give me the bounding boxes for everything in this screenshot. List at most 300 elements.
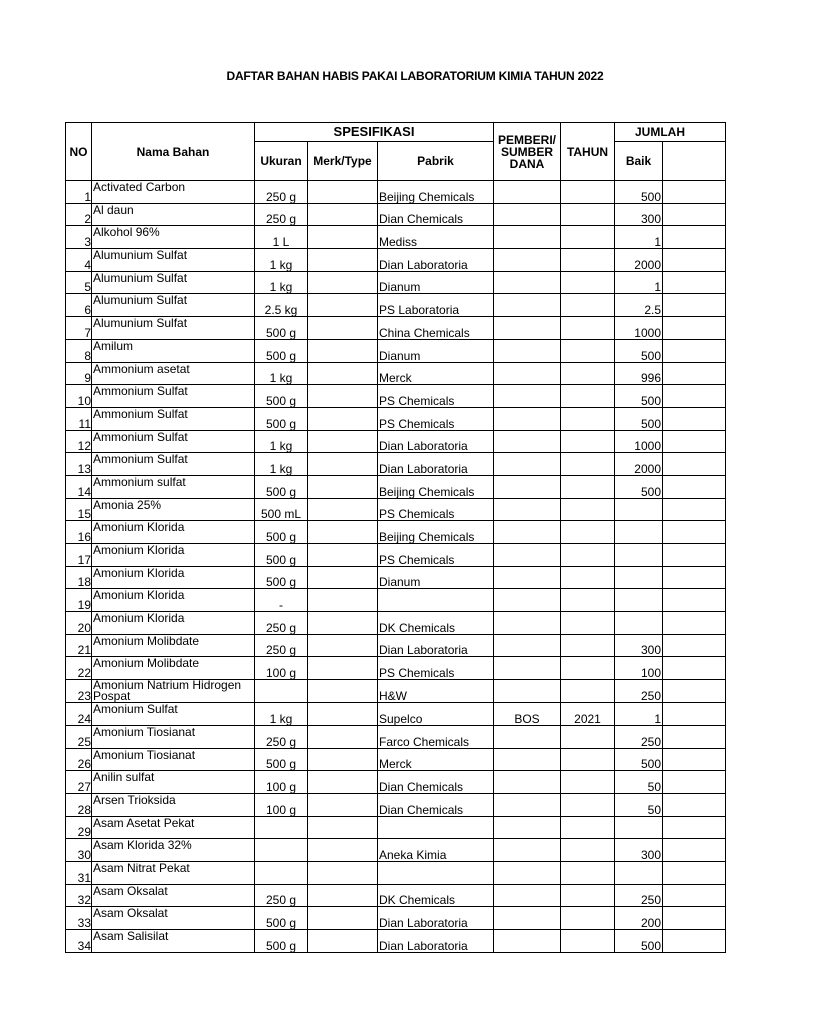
cell-pabrik: Mediss	[378, 226, 494, 249]
cell-nama-bahan: Asam Oksalat	[92, 884, 255, 907]
table-row	[66, 612, 726, 635]
cell-rusak	[663, 385, 726, 408]
cell-no: 22	[66, 657, 92, 680]
cell-baik: 500	[615, 385, 663, 408]
table-row	[66, 453, 726, 476]
cell-tahun	[561, 907, 615, 930]
cell-merk-type	[308, 703, 378, 726]
cell-merk-type	[308, 657, 378, 680]
cell-baik: 2000	[615, 453, 663, 476]
cell-merk-type	[308, 453, 378, 476]
cell-no: 1	[66, 181, 92, 204]
cell-baik: 1000	[615, 430, 663, 453]
cell-ukuran: 1 kg	[255, 271, 308, 294]
cell-baik: 1	[615, 226, 663, 249]
cell-merk-type	[308, 884, 378, 907]
cell-tahun	[561, 362, 615, 385]
cell-rusak	[663, 544, 726, 567]
cell-tahun	[561, 339, 615, 362]
cell-baik: 1	[615, 703, 663, 726]
cell-rusak	[663, 294, 726, 317]
cell-merk-type	[308, 362, 378, 385]
cell-pemberi	[494, 816, 561, 839]
table-body	[66, 181, 726, 953]
cell-merk-type	[308, 317, 378, 340]
cell-pemberi: BOS	[494, 703, 561, 726]
cell-merk-type	[308, 181, 378, 204]
cell-nama-bahan: Ammonium Sulfat	[92, 385, 255, 408]
cell-pemberi	[494, 907, 561, 930]
cell-pemberi	[494, 544, 561, 567]
cell-rusak	[663, 634, 726, 657]
cell-nama-bahan: Asam Nitrat Pekat	[92, 861, 255, 884]
cell-merk-type	[308, 294, 378, 317]
cell-no: 17	[66, 544, 92, 567]
table-header	[66, 123, 726, 181]
cell-pabrik: PS Chemicals	[378, 657, 494, 680]
cell-baik	[615, 816, 663, 839]
cell-pabrik: Dian Laboratoria	[378, 249, 494, 272]
cell-merk-type	[308, 226, 378, 249]
cell-rusak	[663, 226, 726, 249]
cell-pabrik: PS Chemicals	[378, 385, 494, 408]
cell-pemberi	[494, 861, 561, 884]
cell-ukuran: 500 g	[255, 544, 308, 567]
cell-tahun	[561, 816, 615, 839]
table-row	[66, 680, 726, 703]
cell-no: 20	[66, 612, 92, 635]
cell-pabrik: Supelco	[378, 703, 494, 726]
cell-baik: 250	[615, 725, 663, 748]
cell-baik: 250	[615, 884, 663, 907]
cell-no: 25	[66, 725, 92, 748]
cell-rusak	[663, 725, 726, 748]
cell-baik	[615, 589, 663, 612]
cell-tahun	[561, 385, 615, 408]
table-row	[66, 249, 726, 272]
cell-pabrik: Merck	[378, 748, 494, 771]
cell-ukuran: 500 g	[255, 566, 308, 589]
cell-pemberi	[494, 930, 561, 953]
cell-baik: 2000	[615, 249, 663, 272]
cell-pabrik: DK Chemicals	[378, 612, 494, 635]
cell-no: 19	[66, 589, 92, 612]
cell-pabrik: Beijing Chemicals	[378, 181, 494, 204]
cell-no: 23	[66, 680, 92, 703]
cell-baik: 200	[615, 907, 663, 930]
cell-pabrik: Dian Chemicals	[378, 793, 494, 816]
cell-rusak	[663, 816, 726, 839]
cell-pabrik: Farco Chemicals	[378, 725, 494, 748]
cell-nama-bahan: Amonium Molibdate	[92, 657, 255, 680]
cell-tahun	[561, 453, 615, 476]
cell-baik: 50	[615, 793, 663, 816]
cell-pabrik: Dianum	[378, 271, 494, 294]
table-row	[66, 634, 726, 657]
header-merk-type: Merk/Type	[308, 142, 378, 181]
cell-tahun	[561, 203, 615, 226]
cell-tahun	[561, 475, 615, 498]
table-row	[66, 271, 726, 294]
table-row	[66, 930, 726, 953]
cell-baik: 1000	[615, 317, 663, 340]
cell-ukuran: 500 g	[255, 521, 308, 544]
table-row	[66, 430, 726, 453]
cell-rusak	[663, 249, 726, 272]
cell-ukuran: 100 g	[255, 771, 308, 794]
cell-pemberi	[494, 793, 561, 816]
cell-no: 2	[66, 203, 92, 226]
cell-merk-type	[308, 771, 378, 794]
header-nama-bahan: Nama Bahan	[92, 123, 255, 181]
cell-baik	[615, 544, 663, 567]
cell-rusak	[663, 657, 726, 680]
cell-tahun	[561, 317, 615, 340]
cell-baik: 300	[615, 634, 663, 657]
cell-tahun	[561, 680, 615, 703]
cell-merk-type	[308, 385, 378, 408]
cell-nama-bahan: Amonium Klorida	[92, 566, 255, 589]
table-row	[66, 544, 726, 567]
cell-no: 6	[66, 294, 92, 317]
cell-baik: 300	[615, 203, 663, 226]
cell-pemberi	[494, 771, 561, 794]
cell-pabrik: China Chemicals	[378, 317, 494, 340]
cell-no: 24	[66, 703, 92, 726]
cell-rusak	[663, 612, 726, 635]
cell-pemberi	[494, 271, 561, 294]
cell-pabrik: Beijing Chemicals	[378, 475, 494, 498]
cell-rusak	[663, 317, 726, 340]
cell-no: 29	[66, 816, 92, 839]
cell-ukuran: 1 kg	[255, 249, 308, 272]
header-ukuran: Ukuran	[255, 142, 308, 181]
header-spesifikasi: SPESIFIKASI	[255, 123, 494, 142]
cell-ukuran: -	[255, 589, 308, 612]
cell-pemberi	[494, 294, 561, 317]
cell-tahun: 2021	[561, 703, 615, 726]
cell-nama-bahan: Amonium Klorida	[92, 544, 255, 567]
cell-pabrik: Dian Chemicals	[378, 203, 494, 226]
cell-tahun	[561, 271, 615, 294]
cell-nama-bahan: Amonium Klorida	[92, 589, 255, 612]
cell-nama-bahan: Amonium Klorida	[92, 612, 255, 635]
cell-ukuran: 1 L	[255, 226, 308, 249]
cell-pemberi	[494, 453, 561, 476]
cell-rusak	[663, 430, 726, 453]
cell-rusak	[663, 793, 726, 816]
cell-ukuran: 2.5 kg	[255, 294, 308, 317]
cell-rusak	[663, 884, 726, 907]
cell-nama-bahan: Asam Asetat Pekat	[92, 816, 255, 839]
cell-ukuran: 250 g	[255, 884, 308, 907]
cell-ukuran: 500 g	[255, 907, 308, 930]
cell-ukuran: 500 g	[255, 748, 308, 771]
table-row	[66, 748, 726, 771]
cell-pemberi	[494, 181, 561, 204]
cell-nama-bahan: Ammonium asetat	[92, 362, 255, 385]
cell-baik: 996	[615, 362, 663, 385]
cell-tahun	[561, 657, 615, 680]
cell-tahun	[561, 884, 615, 907]
cell-merk-type	[308, 816, 378, 839]
cell-rusak	[663, 203, 726, 226]
cell-pabrik: PS Chemicals	[378, 407, 494, 430]
cell-ukuran: 500 g	[255, 407, 308, 430]
cell-pabrik	[378, 589, 494, 612]
document-title: DAFTAR BAHAN HABIS PAKAI LABORATORIUM KIMIA TAHUN 2022	[226, 69, 604, 83]
cell-no: 8	[66, 339, 92, 362]
cell-no: 33	[66, 907, 92, 930]
cell-merk-type	[308, 271, 378, 294]
cell-pabrik: Dian Laboratoria	[378, 930, 494, 953]
cell-ukuran: 1 kg	[255, 430, 308, 453]
header-pemberi-sumber-dana: PEMBERI/ SUMBER DANA	[494, 123, 561, 181]
cell-pemberi	[494, 226, 561, 249]
cell-tahun	[561, 612, 615, 635]
cell-pabrik: PS Laboratoria	[378, 294, 494, 317]
cell-no: 5	[66, 271, 92, 294]
table-row	[66, 703, 726, 726]
cell-pemberi	[494, 657, 561, 680]
cell-rusak	[663, 589, 726, 612]
cell-nama-bahan: Alumunium Sulfat	[92, 249, 255, 272]
cell-baik: 500	[615, 930, 663, 953]
cell-tahun	[561, 521, 615, 544]
table-row	[66, 839, 726, 862]
cell-nama-bahan: Asam Salisilat	[92, 930, 255, 953]
cell-pabrik: Dian Laboratoria	[378, 430, 494, 453]
cell-baik	[615, 498, 663, 521]
header-tahun: TAHUN	[561, 123, 615, 181]
table-row	[66, 793, 726, 816]
cell-pemberi	[494, 430, 561, 453]
cell-pemberi	[494, 339, 561, 362]
table-row	[66, 385, 726, 408]
cell-baik: 500	[615, 748, 663, 771]
cell-rusak	[663, 475, 726, 498]
cell-merk-type	[308, 521, 378, 544]
cell-nama-bahan: Ammonium sulfat	[92, 475, 255, 498]
cell-nama-bahan: Amonium Tiosianat	[92, 725, 255, 748]
header-no: NO	[66, 123, 92, 181]
cell-nama-bahan: Al daun	[92, 203, 255, 226]
cell-tahun	[561, 226, 615, 249]
cell-pemberi	[494, 475, 561, 498]
cell-tahun	[561, 589, 615, 612]
cell-nama-bahan: Ammonium Sulfat	[92, 407, 255, 430]
header-pabrik: Pabrik	[378, 142, 494, 181]
table-row	[66, 861, 726, 884]
cell-nama-bahan: Alumunium Sulfat	[92, 317, 255, 340]
cell-merk-type	[308, 566, 378, 589]
cell-ukuran: 1 kg	[255, 703, 308, 726]
table-row	[66, 181, 726, 204]
cell-baik: 100	[615, 657, 663, 680]
cell-tahun	[561, 725, 615, 748]
cell-nama-bahan: Ammonium Sulfat	[92, 430, 255, 453]
cell-merk-type	[308, 793, 378, 816]
cell-pemberi	[494, 203, 561, 226]
table-row	[66, 475, 726, 498]
cell-merk-type	[308, 544, 378, 567]
cell-rusak	[663, 771, 726, 794]
cell-nama-bahan: Ammonium Sulfat	[92, 453, 255, 476]
cell-pemberi	[494, 725, 561, 748]
cell-no: 27	[66, 771, 92, 794]
cell-pabrik: PS Chemicals	[378, 498, 494, 521]
cell-pabrik: PS Chemicals	[378, 544, 494, 567]
cell-no: 15	[66, 498, 92, 521]
cell-pabrik	[378, 816, 494, 839]
table-row	[66, 317, 726, 340]
cell-pabrik: Dianum	[378, 566, 494, 589]
cell-no: 7	[66, 317, 92, 340]
cell-ukuran: 1 kg	[255, 453, 308, 476]
cell-tahun	[561, 249, 615, 272]
cell-merk-type	[308, 748, 378, 771]
cell-rusak	[663, 407, 726, 430]
cell-nama-bahan: Asam Oksalat	[92, 907, 255, 930]
cell-pemberi	[494, 566, 561, 589]
cell-nama-bahan: Activated Carbon	[92, 181, 255, 204]
cell-pemberi	[494, 498, 561, 521]
cell-tahun	[561, 861, 615, 884]
cell-no: 26	[66, 748, 92, 771]
cell-no: 16	[66, 521, 92, 544]
cell-no: 21	[66, 634, 92, 657]
table-row	[66, 566, 726, 589]
cell-pabrik: Dian Laboratoria	[378, 634, 494, 657]
cell-tahun	[561, 294, 615, 317]
cell-tahun	[561, 771, 615, 794]
cell-rusak	[663, 521, 726, 544]
table-row	[66, 816, 726, 839]
table-row	[66, 407, 726, 430]
cell-nama-bahan: Amonia 25%	[92, 498, 255, 521]
cell-rusak	[663, 907, 726, 930]
cell-pabrik: Dian Chemicals	[378, 771, 494, 794]
header-rusak	[663, 142, 726, 181]
cell-pemberi	[494, 748, 561, 771]
cell-ukuran: 250 g	[255, 181, 308, 204]
cell-pabrik: Merck	[378, 362, 494, 385]
cell-pemberi	[494, 362, 561, 385]
header-jumlah: JUMLAH	[615, 123, 726, 142]
cell-pabrik: H&W	[378, 680, 494, 703]
cell-pabrik: Dian Laboratoria	[378, 453, 494, 476]
cell-tahun	[561, 430, 615, 453]
cell-baik: 250	[615, 680, 663, 703]
cell-ukuran: 100 g	[255, 793, 308, 816]
cell-pabrik: Dian Laboratoria	[378, 907, 494, 930]
cell-tahun	[561, 566, 615, 589]
cell-rusak	[663, 703, 726, 726]
cell-merk-type	[308, 839, 378, 862]
cell-nama-bahan: Amonium Sulfat	[92, 703, 255, 726]
cell-tahun	[561, 544, 615, 567]
cell-merk-type	[308, 907, 378, 930]
table-row	[66, 226, 726, 249]
cell-tahun	[561, 407, 615, 430]
cell-nama-bahan: Asam Klorida 32%	[92, 839, 255, 862]
cell-ukuran: 500 g	[255, 317, 308, 340]
cell-ukuran: 500 g	[255, 339, 308, 362]
cell-baik	[615, 521, 663, 544]
cell-pabrik	[378, 861, 494, 884]
cell-nama-bahan: Alumunium Sulfat	[92, 271, 255, 294]
cell-ukuran: 250 g	[255, 203, 308, 226]
cell-no: 30	[66, 839, 92, 862]
cell-merk-type	[308, 930, 378, 953]
cell-merk-type	[308, 612, 378, 635]
cell-pemberi	[494, 385, 561, 408]
cell-ukuran	[255, 680, 308, 703]
cell-merk-type	[308, 249, 378, 272]
cell-rusak	[663, 339, 726, 362]
cell-pemberi	[494, 612, 561, 635]
cell-ukuran: 250 g	[255, 725, 308, 748]
cell-merk-type	[308, 634, 378, 657]
cell-baik: 300	[615, 839, 663, 862]
cell-ukuran: 500 g	[255, 385, 308, 408]
cell-rusak	[663, 566, 726, 589]
cell-no: 11	[66, 407, 92, 430]
cell-pabrik: DK Chemicals	[378, 884, 494, 907]
cell-ukuran	[255, 816, 308, 839]
cell-tahun	[561, 498, 615, 521]
table-row	[66, 771, 726, 794]
cell-no: 32	[66, 884, 92, 907]
cell-rusak	[663, 453, 726, 476]
table-row	[66, 725, 726, 748]
cell-no: 3	[66, 226, 92, 249]
cell-baik: 2.5	[615, 294, 663, 317]
cell-tahun	[561, 930, 615, 953]
table-row	[66, 521, 726, 544]
cell-merk-type	[308, 407, 378, 430]
table-row	[66, 294, 726, 317]
cell-rusak	[663, 271, 726, 294]
cell-no: 9	[66, 362, 92, 385]
cell-nama-bahan: Amonium Natrium Hidrogen Pospat	[92, 680, 255, 703]
cell-ukuran: 500 g	[255, 930, 308, 953]
cell-baik: 500	[615, 475, 663, 498]
cell-tahun	[561, 793, 615, 816]
cell-baik: 500	[615, 339, 663, 362]
cell-no: 10	[66, 385, 92, 408]
cell-baik	[615, 566, 663, 589]
cell-ukuran: 250 g	[255, 634, 308, 657]
cell-nama-bahan: Amonium Klorida	[92, 521, 255, 544]
table-row	[66, 339, 726, 362]
cell-nama-bahan: Amilum	[92, 339, 255, 362]
cell-pemberi	[494, 249, 561, 272]
cell-ukuran	[255, 861, 308, 884]
inventory-table-viewport	[65, 122, 685, 955]
cell-ukuran: 250 g	[255, 612, 308, 635]
table-row	[66, 884, 726, 907]
cell-rusak	[663, 748, 726, 771]
header-baik: Baik	[615, 142, 663, 181]
cell-pabrik: Beijing Chemicals	[378, 521, 494, 544]
cell-no: 14	[66, 475, 92, 498]
cell-tahun	[561, 181, 615, 204]
cell-tahun	[561, 748, 615, 771]
cell-rusak	[663, 362, 726, 385]
cell-pemberi	[494, 680, 561, 703]
cell-pemberi	[494, 589, 561, 612]
